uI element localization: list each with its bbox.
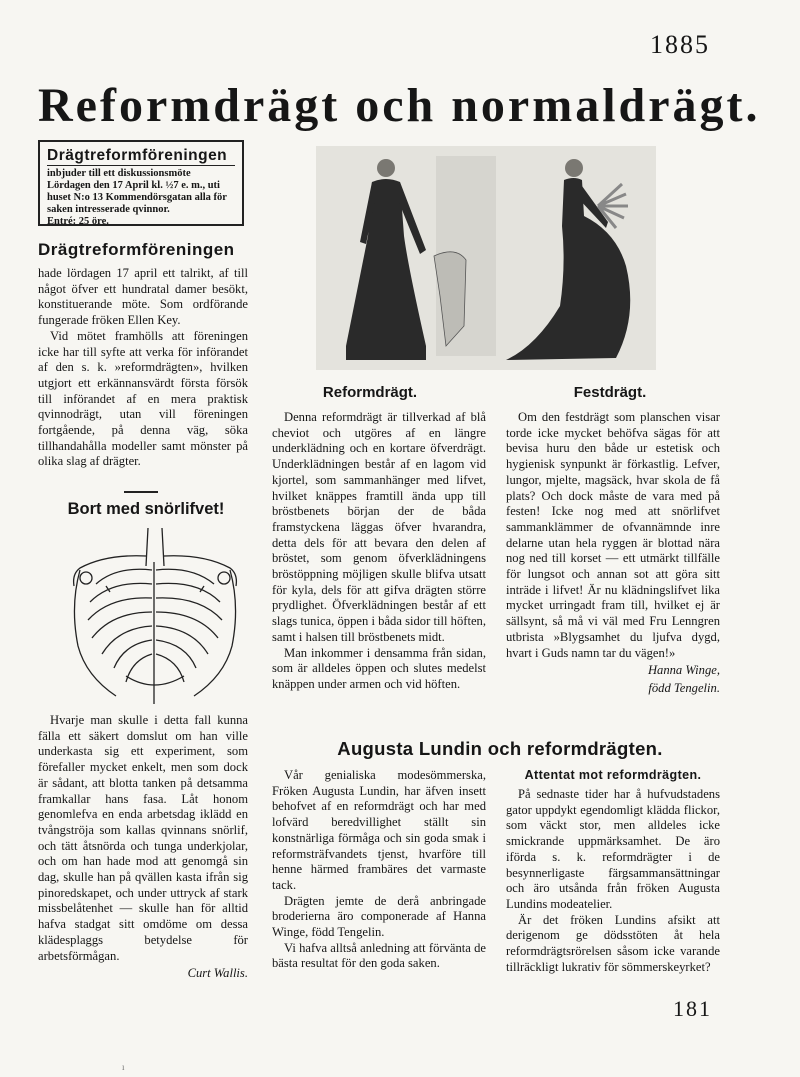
- notice-box: [38, 140, 244, 226]
- paragraph: Vår genialiska modesömmerska, Fröken Augusta Lundin, har äfven insett behofvet af en reformdrägt och har med lofvärd beredvillighet ställt sin konstnärliga förmåga och sin goda smak i reformsträfvandets tjenst, hvarföre till henne härmed frambäres det varmaste tack.: [272, 768, 486, 892]
- paragraph: Är det fröken Lundins afsikt att derigenom ge dödsstöten åt hela reformdrägtsrörelsen såsom icke varande tillräckligt lukrativ för sömmerskeyrket?: [506, 912, 720, 974]
- paragraph: Vi hafva alltså anledning att förvänta de bästa resultat för den goda saken.: [272, 940, 486, 971]
- signature: Curt Wallis.: [187, 966, 248, 981]
- page-title: Reformdrägt och normaldrägt.: [38, 79, 761, 132]
- article-body: [272, 410, 486, 693]
- notice-line: Entré: 25 öre.: [47, 216, 109, 227]
- article-body: [38, 713, 248, 982]
- paragraph: hade lördagen 17 april ett talrikt, af till något öfver ett hundratal damer besökt, konstituerande möte. Som ordförande fungerade fröken Ellen Key.: [38, 266, 248, 328]
- article-body: [272, 768, 486, 972]
- section-heading: Drägtreformföreningen: [38, 240, 235, 259]
- signature: Hanna Winge,: [647, 663, 720, 678]
- divider: [124, 491, 158, 493]
- paragraph: På sednaste tider har å hufvudstadens gator uppdykt egendomligt klädda flickor, som väckt stor, men alldeles icke smickrande uppmärksamhet. De äro iförda s. k. reformdrägter i de besynnerligaste färgsammansättningar och äro utsånda från fröken Augusta Lundins modeatelier.: [506, 787, 720, 911]
- image-caption: Reformdrägt.: [322, 384, 418, 401]
- section-heading: Attentat mot reformdrägten.: [524, 768, 702, 782]
- image-caption: Festdrägt.: [573, 384, 647, 401]
- paragraph: Man inkommer i densamma från sidan, som är alldeles öppen och slutes medelst knäppen under armen och vid höften.: [272, 645, 486, 691]
- paragraph: Om den festdrägt som planschen visar torde icke mycket behöfva sägas för att bevisa huru den både ur estetisk och hygienisk synpunkt är förkastlig. Lefver, lungor, mjelte, magsäck, hvar skola de få plats? Och dock måste de vara med på festen! Icke nog med att snörlifvet sammanklämmer de ofvannämnde inre delarne utan hela ryggen är blottad nära nog ned till korset — ett utmärkt tillfälle för lungsot och annan sot att göra sitt inträde i lifvet! Är nu klädningslifvet lika mycket urringadt fram till, hvilket ej är sällsynt, så må vi väl med Fru Lenngren utbrista »Blygsamhet du ljufva dygd, hvart i Guds namn tar du vägen!»: [506, 410, 720, 660]
- paragraph: Drägten jemte de derå anbringade broderierna äro componerade af Hanna Winge, född Tengelin.: [272, 893, 486, 940]
- ribcage-illustration: [66, 526, 244, 708]
- footer-mark: ı: [122, 1062, 125, 1072]
- page-number: 181: [673, 996, 712, 1021]
- section-heading: Augusta Lundin och reformdrägten.: [337, 738, 663, 759]
- fashion-plate-image: [316, 146, 656, 370]
- article-body: [506, 410, 720, 697]
- paragraph: Denna reformdrägt är tillverkad af blå cheviot och utgöres af en längre underklädning och en kortare öfverdrägt. Underklädningen består af en lagom vid kjortel, som sammanhänger med lifvet, hvilket knäppes framtill ända upp till bröstbenets början der de båda framstyckena läggas öfver hvarandra, detta dels för att bevara den delen af bröstet, som genom öfverklädningens bröstöppning möjligen skulle blifva utsatt för kyla, dels för att gifva drägten större prydlighet. Öfverklädningen består af ett slags tunica, öppen i båda sidor till höften, samt i halsen till bröstbenets midt.: [272, 410, 486, 644]
- year-label: 1885: [650, 30, 710, 59]
- section-heading: Bort med snörlifvet!: [67, 500, 225, 518]
- paragraph: Hvarje man skulle i detta fall kunna fälla ett säkert domslut om han ville underkasta sig ett experiment, som förefaller mycket enkelt, men som dock är sådant, att blotta tanken på detsamma framkallar hans fasa. Låt honom genomlefva en enda arbetsdag iklädd en tvångströja som kallas qvinnans snörlif, och tätt åtsnörda och tunga underkjolar, och om han hade mod att genomgå sin dag, skulle han på qvällen kasta ifrån sig pinoredskapet, och under uttryck af stark missbelåtenhet — skulle han för alltid hafva stadgat sitt omdöme om dessa klädesplaggs betydelse för arbetsförmågan.: [38, 713, 248, 963]
- article-body: [506, 787, 720, 975]
- notice-heading: Drägtreformföreningen: [47, 147, 235, 166]
- paragraph: Vid mötet framhölls att föreningen icke har till syfte att verka för införandet af den s. k. »reformdrägten», hvilken utgjort ett erkännansvärdt första försök till införandet af en mera praktisk qvinnodrägt, utan vill föreningen fortgående, på denna väg, söka tillhandahålla modeller samt mönster på olika slag af drägter.: [38, 328, 248, 469]
- signature: född Tengelin.: [648, 680, 720, 695]
- article-body: [38, 266, 248, 470]
- notice-line: inbjuder till ett diskussionsmöte Lördagen den 17 April kl. ½7 e. m., uti huset N:o 13 Kommendörsgatan alla för saken intresserade qvinnor.: [47, 168, 227, 215]
